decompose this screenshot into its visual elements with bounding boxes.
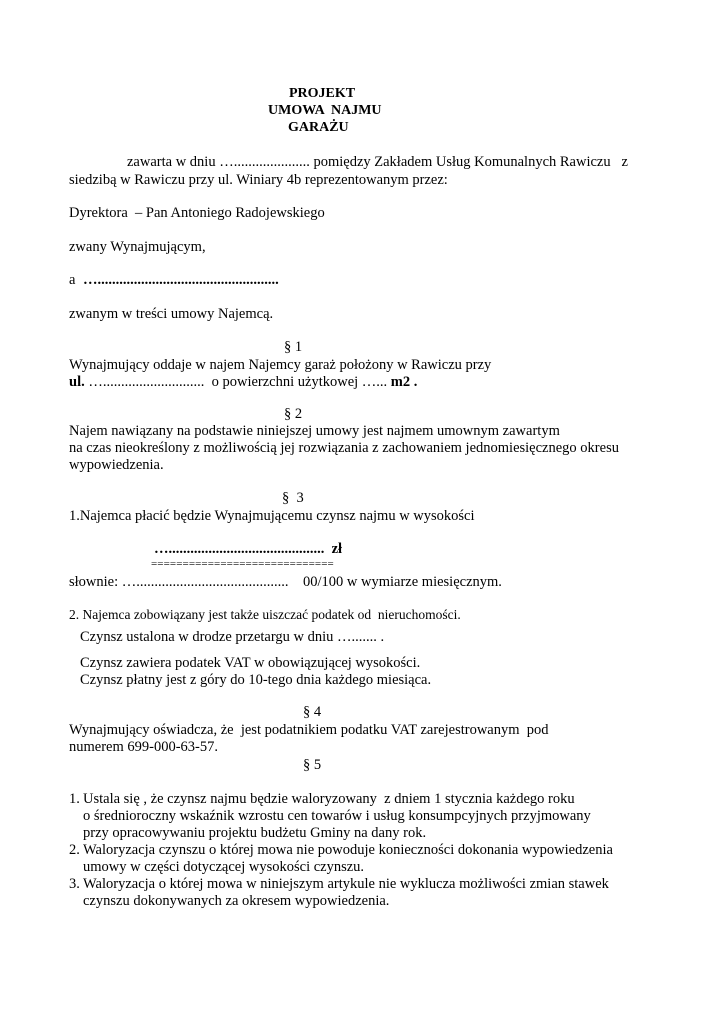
section-4-line-1: Wynajmujący oświadcza, że jest podatnikiem podatku VAT zarejestrowanym pod	[69, 722, 549, 738]
list-item-3-line-2: czynszu dokonywanych za okresem wypowiedzenia.	[83, 893, 390, 909]
intro-line-1: zawarta w dniu …..................... pomiędzy Zakładem Usług Komunalnych Rawiczu z	[127, 154, 628, 170]
section-2-line-2: na czas nieokreślony z możliwością jej rozwiązania z zachowaniem jednomiesięcznego okresu	[69, 440, 619, 456]
amount-in-words: słownie: ….......................................... 00/100 w wymiarze miesięcznym.	[69, 574, 502, 590]
a-label: a	[69, 272, 76, 288]
section-4-line-2: numerem 699-000-63-57.	[69, 739, 218, 755]
tenant-alias: zwanym w treści umowy Najemcą.	[69, 306, 274, 322]
rent-amount-blank: …........................................... zł	[154, 541, 343, 557]
intro-line-2: siedzibą w Rawiczu przy ul. Winiary 4b reprezentowanym przez:	[69, 172, 448, 188]
section-1-line-2	[69, 373, 417, 391]
director-line: Dyrektora – Pan Antoniego Radojewskiego	[69, 205, 325, 221]
amount-underline: =============================	[151, 558, 334, 570]
tenant-blank: …..................................................	[83, 272, 279, 288]
list-item-1-number: 1.	[69, 791, 80, 807]
section-3-heading: § 3	[282, 490, 304, 506]
section-5-heading: § 5	[303, 757, 322, 773]
section-2-line-1: Najem nawiązany na podstawie niniejszej umowy jest najmem umownym zawartym	[69, 423, 560, 439]
section-2-line-3: wypowiedzenia.	[69, 457, 164, 473]
list-item-3-number: 3.	[69, 876, 80, 892]
list-item-1-line-3: przy opracowywaniu projektu budżetu Gminy na dany rok.	[83, 825, 427, 841]
list-item-2-line-1: Waloryzacja czynszu o której mowa nie powoduje konieczności dokonania wypowiedzenia	[83, 842, 613, 858]
vat-line: Czynsz zawiera podatek VAT w obowiązującej wysokości.	[80, 655, 421, 671]
title-line-1: PROJEKT	[289, 86, 356, 101]
section-3-line-1: 1.Najemca płacić będzie Wynajmującemu czynsz najmu w wysokości	[69, 508, 475, 524]
section-1-line-1: Wynajmujący oddaje w najem Najemcy garaż położony w Rawiczu przy	[69, 357, 492, 373]
section-1-heading: § 1	[284, 339, 303, 355]
list-item-1-line-2: o średnioroczny wskaźnik wzrostu cen towarów i usług konsumpcyjnych przyjmowany	[83, 808, 591, 824]
list-item-1-line-1: Ustala się , że czynsz najmu będzie waloryzowany z dniem 1 stycznia każdego roku	[83, 791, 575, 807]
area-unit: m2 .	[390, 374, 418, 390]
list-item-3-line-1: Waloryzacja o której mowa w niniejszym artykule nie wyklucza możliwości zmian stawek	[83, 876, 609, 892]
section-3-point-2: 2. Najemca zobowiązany jest także uiszczać podatek od nieruchomości.	[69, 607, 461, 622]
payment-line: Czynsz płatny jest z góry do 10-tego dnia każdego miesiąca.	[80, 672, 432, 688]
section-1-line-2-rest: …............................ o powierzchni użytkowej …...	[88, 374, 391, 390]
section-2-heading: § 2	[284, 406, 303, 422]
landlord-alias: zwany Wynajmującym,	[69, 239, 206, 255]
list-item-2-line-2: umowy w części dotyczącej wysokości czynszu.	[83, 859, 365, 875]
ul-label: ul.	[69, 374, 85, 390]
title-line-3: GARAŻU	[288, 120, 349, 135]
list-item-2-number: 2.	[69, 842, 80, 858]
section-4-heading: § 4	[303, 704, 322, 720]
tender-line: Czynsz ustalona w drodze przetargu w dniu …....... .	[80, 629, 385, 645]
title-line-2: UMOWA NAJMU	[268, 103, 382, 118]
